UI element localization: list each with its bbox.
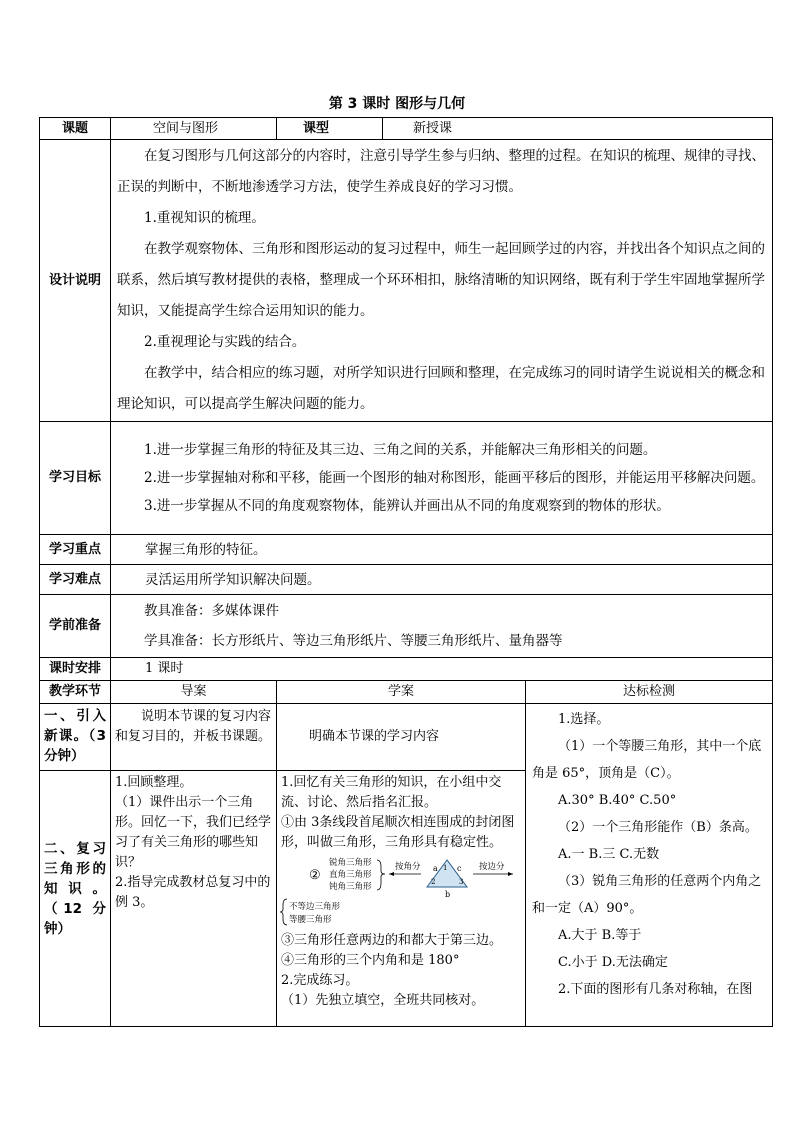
study-header: 学案 <box>277 681 526 704</box>
by-angle-label: 按角分 <box>395 862 421 872</box>
angle-2-label: 2 <box>431 878 436 886</box>
classification-svg <box>277 857 525 929</box>
topic-label: 课题 <box>40 118 111 140</box>
prep-item: 教具准备：多媒体课件 <box>144 603 279 619</box>
by-angle-arrowhead <box>389 872 394 876</box>
angle-type-obtuse: 钝角三角形 <box>329 882 372 892</box>
key-row <box>40 535 773 565</box>
check-line: 2.下面的图形有几条对称轴，在图 <box>558 982 753 997</box>
study-line: （1）先独立填空，全班共同核对。 <box>281 993 485 1008</box>
study-line: ④三角形的三个内角和是 180° <box>281 953 460 968</box>
triangle-classification-diagram <box>277 857 525 929</box>
difficult-value: 灵活运用所学知识解决问题。 <box>111 565 773 595</box>
check-line: A.大于 B.等于 <box>558 928 642 943</box>
design-para: 在教学中，结合相应的练习题，对所学知识进行回顾和整理，在完成练习的同时请学生说说相关的概念和理论知识，可以提高学生解决问题的能力。 <box>117 365 765 412</box>
check-line: A.一 B.三 C.无数 <box>558 847 660 862</box>
angle-3-label: 3 <box>459 878 464 886</box>
study-line: ③三角形任意两边的和都大于第三边。 <box>281 933 503 948</box>
prep-content <box>111 595 773 658</box>
schedule-value: 1 课时 <box>111 658 773 681</box>
check-line: A.30° B.40° C.50° <box>558 793 677 808</box>
guide-line: （1）课件出示一个三角形。回忆一下，我们已经学习了有关三角形的哪些知识？ <box>115 795 272 870</box>
study-line: 2.完成练习。 <box>281 973 359 988</box>
prep-row <box>40 595 773 658</box>
stage-header-row <box>40 681 773 704</box>
study-line: ①由 3条线段首尾顺次相连围成的封闭图形，叫做三角形，三角形具有稳定性。 <box>281 815 515 850</box>
guide-line: 1.回顾整理。 <box>115 775 193 790</box>
check-line: （2）一个三角形能作（B）条高。 <box>558 820 758 835</box>
goals-row <box>40 422 773 535</box>
key-value: 掌握三角形的特征。 <box>111 535 773 565</box>
section2-stage-text: 二、复习三角形的知识。（12 分钟） <box>44 841 106 937</box>
goal-item: 1.进一步掌握三角形的特征及其三边、三角之间的关系，并能解决三角形相关的问题。 <box>144 442 657 458</box>
key-label: 学习重点 <box>40 535 111 565</box>
guide-line: 2.指导完成教材总复习中的例 3。 <box>115 875 271 910</box>
check-line: （3）锐角三角形的任意两个内角之和一定（A）90°。 <box>532 874 762 916</box>
vertex-c-label: c <box>457 864 462 873</box>
goal-item: 3.进一步掌握从不同的角度观察物体，能辨认并画出从不同的角度观察到的物体的形状。 <box>144 498 670 514</box>
stage-header: 教学环节 <box>40 681 111 704</box>
topic-row <box>40 118 773 140</box>
goal-item: 2.进一步掌握轴对称和平移，能画一个图形的轴对称图形，能画平移后的图形，并能运用平移解决问题。 <box>144 470 765 486</box>
design-content <box>111 140 773 422</box>
section2-stage <box>40 771 111 1027</box>
lesson-plan-table <box>39 117 773 1027</box>
design-para: 1.重视知识的梳理。 <box>144 210 265 226</box>
diagram-number: ② <box>309 868 321 883</box>
check-column <box>526 704 773 1027</box>
section1-stage-text: 一、引入新课。（3分钟） <box>44 708 106 764</box>
section2-study-lines <box>277 771 525 855</box>
angle-type-acute: 锐角三角形 <box>329 858 372 868</box>
side-type-scalene: 不等边三角形 <box>289 902 341 912</box>
section2-study <box>277 771 526 1027</box>
prep-item: 学具准备：长方形纸片、等边三角形纸片、等腰三角形纸片、量角器等 <box>144 633 563 649</box>
check-line: C.小于 D.无法确定 <box>558 955 668 970</box>
schedule-row <box>40 658 773 681</box>
angle-type-right: 直角三角形 <box>329 870 372 880</box>
angle-1-label: 1 <box>443 864 448 872</box>
type-label: 课型 <box>277 118 383 140</box>
section1-guide <box>111 704 277 771</box>
design-para: 2.重视理论与实践的结合。 <box>144 334 306 350</box>
section1-study: 明确本节课的学习内容 <box>277 704 526 771</box>
check-header: 达标检测 <box>526 681 773 704</box>
section2-guide <box>111 771 277 1027</box>
design-para: 在教学观察物体、三角形和图形运动的复习过程中，师生一起回顾学过的内容，并找出各个知识点之间的联系，然后填写教材提供的表格，整理成一个环环相扣，脉络清晰的知识网络，既有利于学生牢固地掌握所学知识，又能提高学生综合运用知识的能力。 <box>117 241 765 319</box>
goals-label: 学习目标 <box>40 422 111 535</box>
design-label: 设计说明 <box>40 140 111 422</box>
check-line: （1）一个等腰三角形，其中一个底角是 65°，顶角是（C）。 <box>532 739 762 781</box>
by-side-label: 按边分 <box>479 862 505 872</box>
side-brace <box>280 899 287 925</box>
type-value: 新授课 <box>383 118 773 140</box>
prep-label: 学前准备 <box>40 595 111 658</box>
by-side-arrowhead <box>508 872 513 876</box>
side-type-isosceles: 等腰三角形 <box>289 915 332 925</box>
design-para: 在复习图形与几何这部分的内容时，注意引导学生参与归纳、整理的过程。在知识的梳理、规律的寻找、正误的判断中，不断地渗透学习方法，使学生养成良好的学习习惯。 <box>117 148 765 195</box>
difficult-row <box>40 565 773 595</box>
section1-row <box>40 704 773 771</box>
design-row <box>40 140 773 422</box>
schedule-label: 课时安排 <box>40 658 111 681</box>
page-title: 第 3 课时 图形与几何 <box>328 96 466 112</box>
difficult-label: 学习难点 <box>40 565 111 595</box>
vertex-b-label: b <box>445 890 451 899</box>
check-line: 1.选择。 <box>558 712 610 727</box>
topic-value: 空间与图形 <box>111 118 277 140</box>
guide-header: 导案 <box>111 681 277 704</box>
section2-guide-lines <box>111 771 276 915</box>
goals-content <box>111 422 773 535</box>
angle-brace <box>377 860 385 890</box>
study-line: 1.回忆有关三角形的知识，在小组中交流、讨论、然后指名汇报。 <box>281 775 502 810</box>
vertex-a-label: a <box>433 864 438 873</box>
section1-stage <box>40 704 111 771</box>
section1-guide-text: 说明本节课的复习内容和复习目的，并板书课题。 <box>115 709 272 744</box>
section2-study-lines-bottom <box>277 931 525 1013</box>
